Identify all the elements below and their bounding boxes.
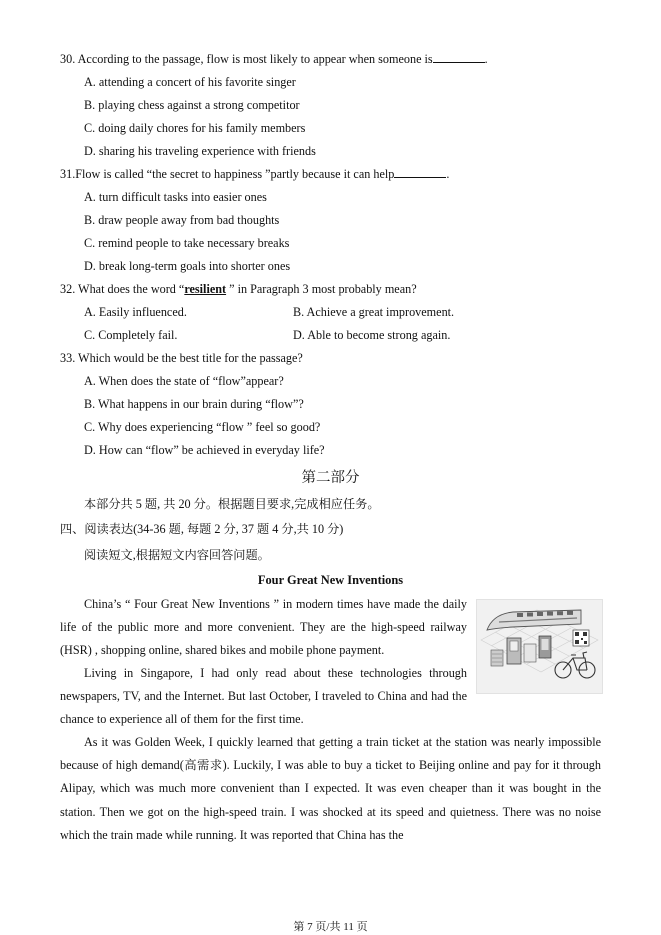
part-two-heading: 第二部分: [301, 470, 360, 486]
inventions-illustration: [476, 599, 603, 694]
question-31-text: 31.Flow is called “the secret to happiness ”partly because it can help: [60, 167, 395, 181]
passage-paragraph-2: Living in Singapore, I had only read about these technologies through newspapers, TV, and the Internet. But last October, I traveled to China and had the chance to experience all of them for the first time.: [60, 666, 467, 727]
phone-kiosk-icon: [491, 636, 551, 666]
option-31b: B. draw people away from bad thoughts: [84, 213, 280, 227]
option-33b: B. What happens in our brain during “flow”?: [84, 397, 304, 411]
page-footer: 第 7 页/共 11 页: [293, 921, 368, 933]
train-icon: [487, 610, 581, 630]
option-31c: C. remind people to take necessary breaks: [84, 236, 290, 250]
answer-blank: [433, 51, 485, 63]
qr-code-icon: [573, 630, 589, 646]
option-31d: D. break long-term goals into shorter ones: [84, 259, 291, 273]
option-30c: C. doing daily chores for his family members: [84, 121, 306, 135]
option-32a: A. Easily influenced.: [84, 305, 187, 319]
answer-blank: [394, 166, 446, 178]
option-30b: B. playing chess against a strong competitor: [84, 98, 300, 112]
question-30: 30. According to the passage, flow is most likely to appear when someone is .: [60, 52, 488, 66]
question-32: 32. What does the word “resilient ” in Paragraph 3 most probably mean?: [60, 282, 417, 296]
option-32b: B. Achieve a great improvement.: [293, 305, 455, 319]
passage-paragraph-1: China’s “ Four Great New Inventions ” in modern times have made the daily life of the public more and more convenient. They are the high-speed railway (HSR) , shopping online, shared bikes and mobile phone payment.: [60, 597, 467, 658]
option-33d: D. How can “flow” be achieved in everyday life?: [84, 443, 325, 457]
option-33a: A. When does the state of “flow”appear?: [84, 374, 284, 388]
passage-title: Four Great New Inventions: [257, 573, 404, 587]
question-33: 33. Which would be the best title for the passage?: [60, 351, 303, 365]
option-32d: D. Able to become strong again.: [293, 328, 451, 342]
option-30d: D. sharing his traveling experience with friends: [84, 144, 316, 158]
option-32c: C. Completely fail.: [84, 328, 178, 342]
illustration-drawing: [477, 600, 602, 693]
option-33c: C. Why does experiencing “flow ” feel so good?: [84, 420, 321, 434]
passage-paragraph-3: As it was Golden Week, I quickly learned that getting a train ticket at the station was nearly impossible because of high demand(高需求). Luckily, I was able to buy a ticket to Beijing online and pay for it through Alipay, which was much more convenient than I expected. It was even cheaper than it was bought in the station. Then we got on the high-speed train. I was shocked at its speed and quietness. There was no noise which the train made while running. It was reported that China has the: [60, 735, 601, 842]
section-four-heading: 四、阅读表达(34-36 题, 每题 2 分, 37 题 4 分,共 10 分): [60, 522, 344, 536]
option-30a: A. attending a concert of his favorite singer: [84, 75, 296, 89]
option-31a: A. turn difficult tasks into easier ones: [84, 190, 267, 204]
question-31: 31.Flow is called “the secret to happiness ”partly because it can help .: [60, 167, 450, 181]
reading-instruction: 阅读短文,根据短文内容回答问题。: [84, 548, 270, 562]
bicycle-icon: [555, 652, 595, 678]
question-30-text: 30. According to the passage, flow is most likely to appear when someone is: [60, 52, 433, 66]
keyword-resilient: resilient: [184, 282, 227, 296]
part-two-intro: 本部分共 5 题, 共 20 分。根据题目要求,完成相应任务。: [84, 497, 380, 511]
